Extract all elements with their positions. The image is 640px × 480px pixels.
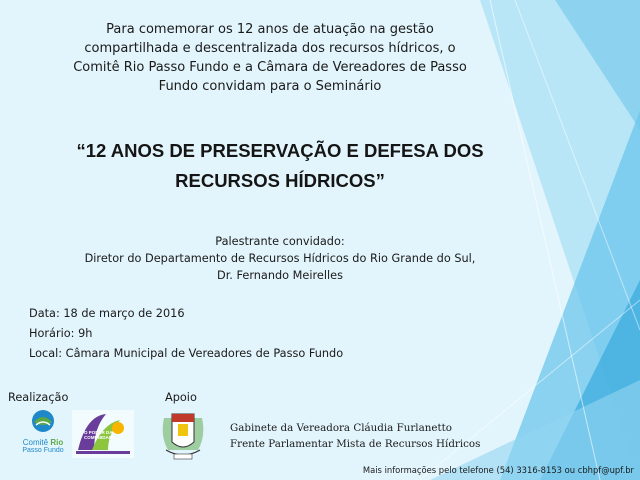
coat-of-arms-logo	[160, 404, 206, 464]
logo-text: Rio	[50, 438, 64, 447]
title-line: RECURSOS HÍDRICOS”	[175, 170, 385, 191]
event-time: Horário: 9h	[29, 327, 93, 340]
logo-text: Comitê	[22, 438, 49, 447]
speaker-name: Dr. Fernando Meirelles	[217, 269, 343, 282]
event-details	[29, 304, 449, 364]
realizacao-label: Realização	[8, 391, 69, 404]
event-place: Local: Câmara Municipal de Vereadores de Passo Fundo	[29, 347, 344, 360]
comite-rio-passo-fundo-logo	[20, 408, 66, 458]
speaker-block	[60, 233, 500, 284]
water-drop-icon	[20, 408, 66, 434]
intro-line: Fundo convidam para o Seminário	[158, 79, 382, 94]
support-organizations	[230, 420, 530, 452]
title-line: “12 ANOS DE PRESERVAÇÃO E DEFESA DOS	[76, 140, 484, 161]
intro-line: compartilhada e descentralizada dos recursos hídricos, o	[84, 41, 456, 56]
contact-info: Mais informações pelo telefone (54) 3316-8153 ou cbhpf@upf.br	[362, 465, 634, 475]
speaker-label: Palestrante convidado:	[215, 235, 345, 248]
intro-text	[60, 20, 480, 96]
support-line: Frente Parlamentar Mista de Recursos Hídricos	[230, 438, 481, 450]
speaker-role: Diretor do Departamento de Recursos Hídricos do Rio Grande do Sul,	[84, 252, 476, 265]
coat-of-arms-icon	[160, 404, 206, 464]
logo-text: Passo Fundo	[22, 447, 64, 454]
apoio-label: Apoio	[165, 391, 197, 404]
intro-line: Para comemorar os 12 anos de atuação na gestão	[106, 22, 434, 37]
event-date: Data: 18 de março de 2016	[29, 307, 185, 320]
logo-text: O PODER DA COMUNIDADE	[84, 430, 115, 440]
intro-line: Comitê Rio Passo Fundo e a Câmara de Vereadores de Passo	[73, 60, 467, 75]
seminar-title	[60, 136, 500, 196]
support-line: Gabinete da Vereadora Cláudia Furlanetto	[230, 422, 452, 434]
camara-vereadores-logo	[72, 410, 134, 458]
